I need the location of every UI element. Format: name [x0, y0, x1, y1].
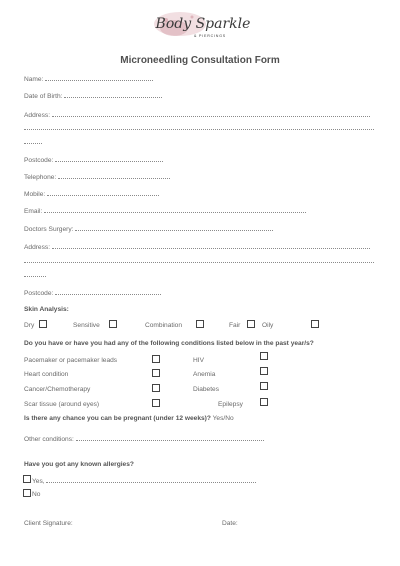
brand-logo — [148, 8, 258, 48]
name-field[interactable] — [45, 75, 153, 81]
address2-field-line1[interactable] — [52, 243, 370, 249]
dob-field[interactable] — [64, 92, 162, 98]
telephone-field[interactable] — [58, 173, 170, 179]
other-conditions-field[interactable] — [76, 435, 264, 441]
skin-dry-checkbox[interactable] — [39, 320, 47, 328]
telephone-label: Telephone: — [24, 174, 57, 181]
other-conditions-row[interactable] — [24, 435, 264, 444]
pregnant-options[interactable]: Yes/No — [212, 415, 234, 422]
allergies-no-checkbox[interactable] — [23, 489, 31, 497]
condition-cancer-checkbox[interactable] — [152, 384, 160, 392]
allergies-yes-row[interactable] — [32, 477, 256, 486]
skin-analysis-heading: Skin Analysis: — [24, 306, 69, 313]
email-field[interactable] — [44, 207, 306, 213]
client-signature-label: Client Signature: — [24, 520, 73, 527]
conditions-heading: Do you have or have you had any of the following conditions listed below in the past year/s? — [24, 340, 314, 347]
allergies-no-label: No — [32, 491, 41, 498]
skin-dry-label: Dry — [24, 322, 35, 329]
postcode-row[interactable] — [24, 156, 163, 165]
name-row[interactable] — [24, 75, 153, 84]
condition-pacemaker-label: Pacemaker or pacemaker leads — [24, 357, 118, 364]
dob-row[interactable] — [24, 92, 162, 101]
logo-brand-text: Body Sparkle — [155, 16, 251, 32]
logo-sub-text: & PIERCINGS — [194, 34, 226, 38]
condition-anemia-label: Anemia — [193, 371, 216, 378]
condition-pacemaker-checkbox[interactable] — [152, 355, 160, 363]
condition-scar-checkbox[interactable] — [152, 399, 160, 407]
postcode2-label: Postcode: — [24, 290, 54, 297]
skin-combination-checkbox[interactable] — [196, 320, 204, 328]
date-label: Date: — [222, 520, 238, 527]
skin-oily-label: Oily — [262, 322, 274, 329]
condition-hiv-checkbox[interactable] — [260, 352, 268, 360]
address-field-line1[interactable] — [52, 111, 370, 117]
postcode-label: Postcode: — [24, 157, 54, 164]
allergies-details-field[interactable] — [46, 477, 256, 483]
address2-line3[interactable] — [24, 271, 46, 280]
postcode2-field[interactable] — [55, 289, 161, 295]
allergies-yes-label: Yes, — [32, 478, 45, 485]
dob-label: Date of Birth: — [24, 93, 63, 100]
condition-scar-label: Scar tissue (around eyes) — [24, 401, 100, 408]
address-row[interactable] — [24, 111, 370, 120]
skin-sensitive-label: Sensitive — [73, 322, 100, 329]
address-line3[interactable] — [24, 138, 42, 147]
skin-sensitive-checkbox[interactable] — [109, 320, 117, 328]
skin-oily-checkbox[interactable] — [311, 320, 319, 328]
skin-fair-checkbox[interactable] — [247, 320, 255, 328]
condition-diabetes-label: Diabetes — [193, 386, 220, 393]
doctors-label: Doctors Surgery: — [24, 226, 74, 233]
address2-field-line3[interactable] — [24, 271, 46, 277]
skin-combination-label: Combination — [145, 322, 183, 329]
mobile-label: Mobile: — [24, 191, 46, 198]
allergies-heading: Have you got any known allergies? — [24, 461, 134, 468]
address2-label: Address: — [24, 244, 51, 251]
doctors-row[interactable] — [24, 225, 273, 234]
address2-line2[interactable] — [24, 257, 374, 266]
telephone-row[interactable] — [24, 173, 170, 182]
condition-anemia-checkbox[interactable] — [260, 367, 268, 375]
mobile-row[interactable] — [24, 190, 159, 199]
email-label: Email: — [24, 208, 43, 215]
email-row[interactable] — [24, 207, 306, 216]
address-field-line3[interactable] — [24, 138, 42, 144]
logo-graphic — [148, 8, 258, 48]
postcode2-row[interactable] — [24, 289, 161, 298]
skin-fair-label: Fair — [229, 322, 241, 329]
condition-cancer-label: Cancer/Chemotherapy — [24, 386, 91, 393]
address2-row[interactable] — [24, 243, 370, 252]
postcode-field[interactable] — [55, 156, 163, 162]
condition-epilepsy-label: Epilepsy — [218, 401, 243, 408]
address-line2[interactable] — [24, 124, 374, 133]
address-label: Address: — [24, 112, 51, 119]
pregnant-question: Is there any chance you can be pregnant (under 12 weeks)? — [24, 415, 211, 422]
address-field-line2[interactable] — [24, 124, 374, 130]
name-label: Name: — [24, 76, 44, 83]
mobile-field[interactable] — [47, 190, 159, 196]
doctors-field[interactable] — [75, 225, 273, 231]
condition-epilepsy-checkbox[interactable] — [260, 398, 268, 406]
allergies-yes-checkbox[interactable] — [23, 475, 31, 483]
condition-diabetes-checkbox[interactable] — [260, 382, 268, 390]
condition-heart-label: Heart condition — [24, 371, 69, 378]
condition-hiv-label: HIV — [193, 357, 204, 364]
other-conditions-label: Other conditions: — [24, 436, 74, 443]
form-title: Microneedling Consultation Form — [120, 55, 280, 66]
condition-heart-checkbox[interactable] — [152, 369, 160, 377]
address2-field-line2[interactable] — [24, 257, 374, 263]
pregnant-row[interactable] — [24, 415, 234, 423]
